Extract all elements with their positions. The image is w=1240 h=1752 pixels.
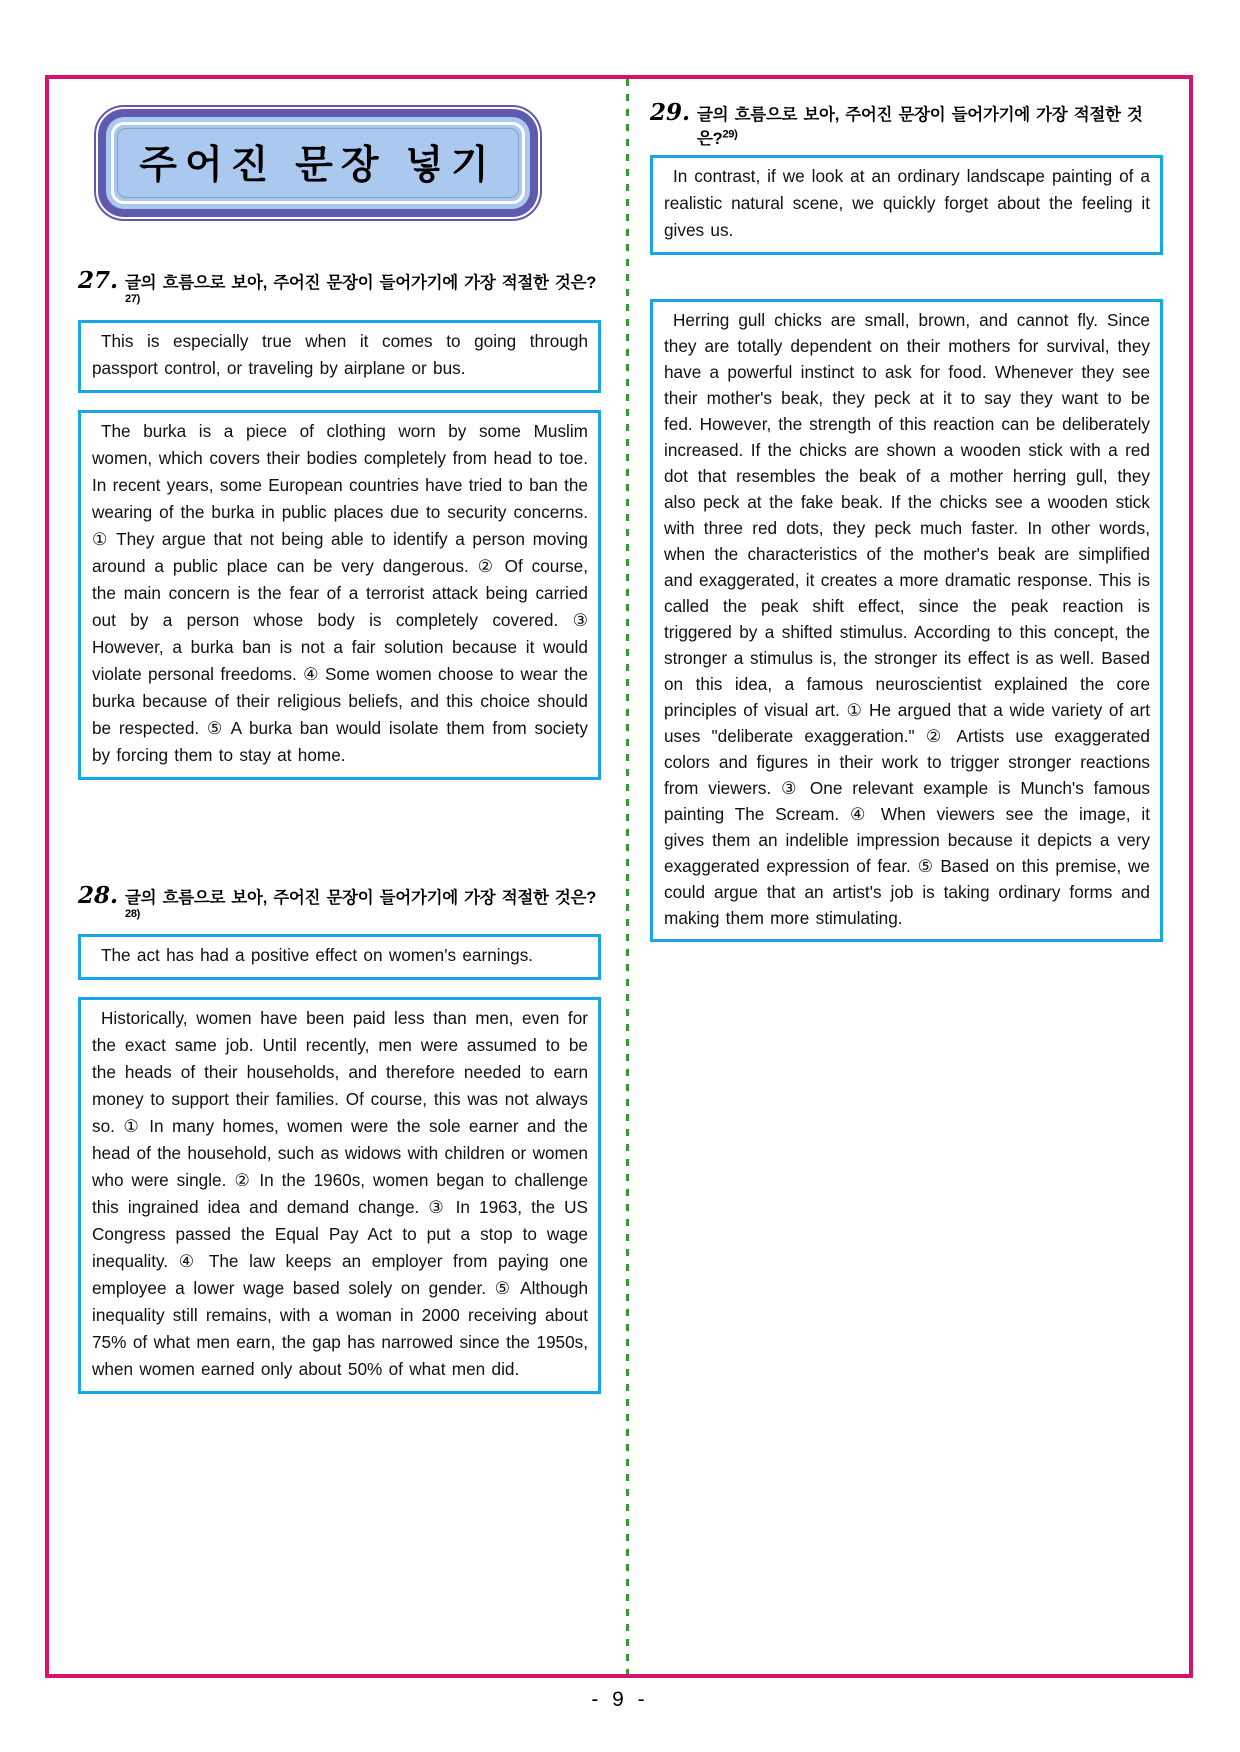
question-27-number: 27. [78, 267, 119, 294]
question-28-prompt-text: 글의 흐름으로 보아, 주어진 문장이 들어가기에 가장 적절한 것은? [125, 888, 596, 907]
worksheet-frame [45, 75, 1193, 1678]
question-27-footnote-ref: 27) [125, 293, 141, 305]
question-29-given-sentence-box: In contrast, if we look at an ordinary landscape painting of a realistic natural scene, we quickly forget about the feeling it gives us. [650, 155, 1163, 255]
page-number: - 9 - [591, 1688, 649, 1711]
question-28-number: 28. [78, 881, 119, 909]
banner-border-outer [98, 109, 538, 217]
question-27-prompt-text: 글의 흐름으로 보아, 주어진 문장이 들어가기에 가장 적절한 것은? [125, 274, 596, 292]
left-column [49, 79, 626, 1674]
question-27-header [78, 267, 601, 314]
question-29-footnote-ref: 29) [722, 128, 738, 141]
question-28-header [78, 882, 601, 929]
banner-border-mid [106, 117, 530, 209]
question-27-passage-box: The burka is a piece of clothing worn by some Muslim women, which covers their bodies completely from head to toe. In recent years, some European countries have tried to ban the wearing of the burka in public places due to security concerns. ① They argue that not being able to identify a person moving around a public place can be very dangerous. ② Of course, the main concern is the fear of a terrorist attack being carried out by a person whose body is completely covered. ③ However, a burka ban is not a fair solution because it would violate personal freedoms. ④ Some women choose to wear the burka because of their religious beliefs, and this choice should be respected. ⑤ A burka ban would isolate them from society by forcing them to stay at home. [78, 410, 601, 780]
question-28-passage-box: Historically, women have been paid less than men, even for the exact same job. Until recently, men were assumed to be the heads of their households, and therefore needed to earn money to support their families. Of course, this was not always so. ① In many homes, women were the sole earner and the head of the household, such as widows with children or women who were single. ② In the 1960s, women began to challenge this ingrained idea and demand change. ③ In 1963, the US Congress passed the Equal Pay Act to put a stop to wage inequality. ④ The law keeps an employer from paying one employee a lower wage based solely on gender. ⑤ Although inequality still remains, with a woman in 2000 receiving about 75% of what men earn, the gap has narrowed since the 1950s, when women earned only about 50% of what men did. [78, 997, 601, 1394]
banner-border-inner [111, 122, 525, 204]
question-29-header [650, 99, 1163, 149]
question-28-prompt [125, 884, 601, 929]
question-28-given-sentence-box: The act has had a positive effect on women's earnings. [78, 934, 601, 980]
section-title-banner [94, 105, 542, 221]
question-29-passage-box: Herring gull chicks are small, brown, and cannot fly. Since they are totally dependent on their mothers for survival, they have a powerful instinct to ask for food. Whenever they see their mother's beak, they peck at it to say they want to be fed. However, the strength of this reaction can be deliberately increased. If the chicks are shown a wooden stick with a red dot that resembles the beak of a mother herring gull, they also peck at the fake beak. If the chicks see a wooden stick with three red dots, they peck much faster. In other words, when the characteristics of the mother's beak are simplified and exaggerated, it creates a more dramatic response. This is called the peak shift effect, since the peak reaction is triggered by a shifted stimulus. According to this concept, the stronger a stimulus is, the stronger its effect is as well. Based on this idea, a famous neuroscientist explained the core principles of visual art. ① He argued that a wide variety of art uses "deliberate exaggeration." ② Artists use exaggerated colors and figures in their work to trigger stronger reactions from viewers. ③ One relevant example is Munch's famous painting The Scream. ④ When viewers see the image, it gives them an indelible impression because it depicts a very exaggerated expression of fear. ⑤ Based on this premise, we could argue that an artist's job is taking ordinary forms and making them more stimulating. [650, 299, 1163, 942]
right-column [629, 79, 1189, 1674]
section-title: 주어진 문장 넣기 [117, 128, 519, 198]
question-29-prompt-text: 글의 흐름으로 보아, 주어진 문장이 들어가기에 가장 적절한 것은? [697, 106, 1143, 148]
question-27-prompt [125, 269, 601, 314]
question-27-given-sentence-box: This is especially true when it comes to going through passport control, or traveling by airplane or bus. [78, 320, 601, 393]
question-28-footnote-ref: 28) [125, 907, 141, 920]
question-29-prompt [697, 101, 1163, 149]
question-29-number: 29. [650, 99, 691, 126]
